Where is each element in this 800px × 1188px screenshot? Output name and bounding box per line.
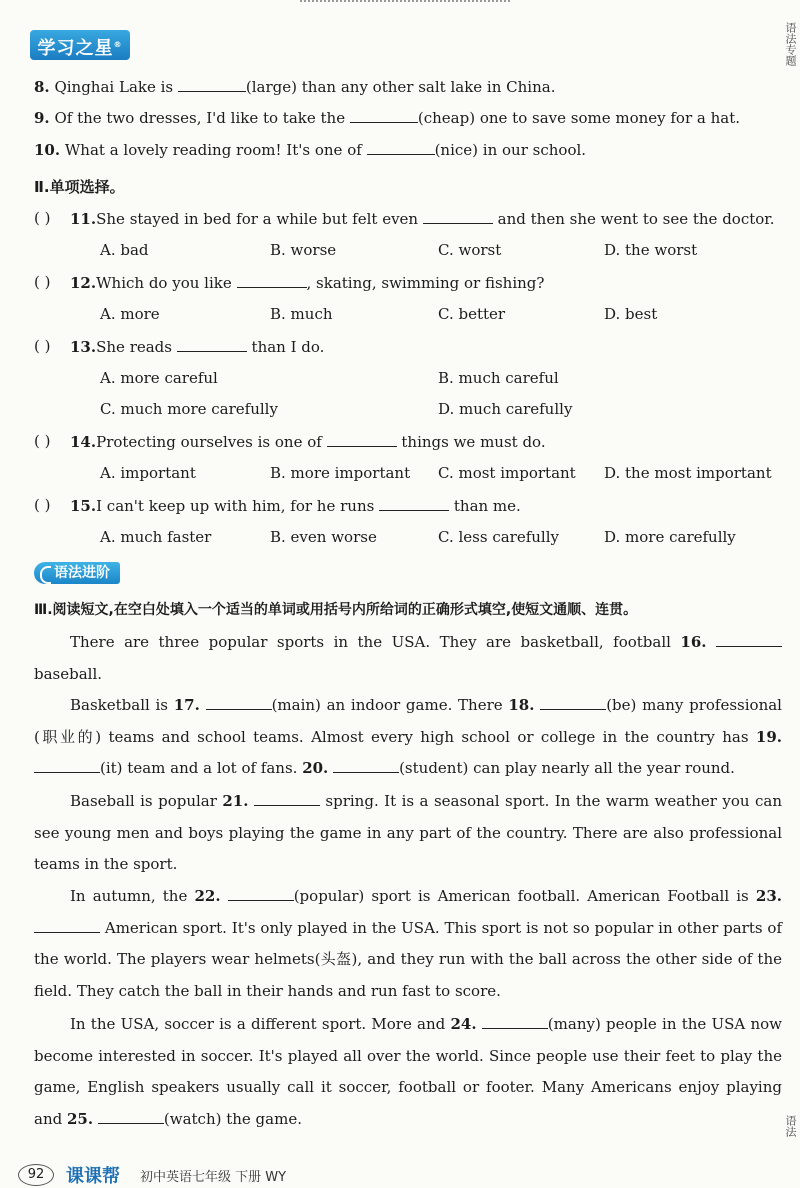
brand-logo: 学习之星® <box>30 30 130 60</box>
option-a[interactable]: A. much faster <box>100 528 212 546</box>
question-12: 12.Which do you like , skating, swimming or fishing? <box>70 274 545 292</box>
passage-paragraph-5: In the USA, soccer is a different sport. More and 24. (many) people in the USA now become interested in soccer. It's played all over the world. Since people use their feet to play the game, English speakers usually call it soccer, football or footer. Many Americans enjoy playing and 25. (watch) the game. <box>34 1015 782 1128</box>
answer-paren[interactable]: ( ) <box>34 273 51 291</box>
option-a[interactable]: A. more <box>100 305 160 323</box>
option-b[interactable]: B. much careful <box>438 369 559 387</box>
passage-paragraph-2: Basketball is 17. (main) an indoor game. There 18. (be) many professional (职业的) teams and school teams. Almost every high school or college in the country has 19. (it) team and a lot of fans. 20. (student) can play nearly all the year round. <box>34 696 782 778</box>
option-c[interactable]: C. most important <box>438 464 576 482</box>
question-11: 11.She stayed in bed for a while but felt even and then she went to see the doctor. <box>70 210 775 228</box>
answer-blank[interactable] <box>350 108 418 123</box>
sidebar-tab-bottom: 语法 <box>784 1115 797 1137</box>
page-footer <box>0 1162 800 1186</box>
option-d[interactable]: D. the worst <box>604 241 698 259</box>
section-2-title: Ⅱ.单项选择。 <box>34 178 125 196</box>
answer-blank[interactable] <box>367 140 435 155</box>
question-9: 9. Of the two dresses, I'd like to take the (cheap) one to save some money for a hat. <box>34 109 741 127</box>
option-b[interactable]: B. worse <box>270 241 337 259</box>
answer-paren[interactable]: ( ) <box>34 432 51 450</box>
question-15: 15.I can't keep up with him, for he runs than me. <box>70 497 521 515</box>
footer-subtitle: 初中英语七年级 下册 WY <box>140 1170 287 1185</box>
page-number: 92 <box>18 1164 54 1186</box>
passage-paragraph-3: Baseball is popular 21. spring. It is a seasonal sport. In the warm weather you can see young men and boys playing the game in any part of the country. There are also professional teams in the sport. <box>34 792 782 874</box>
top-divider <box>300 0 510 8</box>
option-c[interactable]: C. much more carefully <box>100 400 278 418</box>
answer-paren[interactable]: ( ) <box>34 209 51 227</box>
answer-blank[interactable] <box>178 77 246 92</box>
question-14: 14.Protecting ourselves is one of things we must do. <box>70 433 546 451</box>
section-3-title: Ⅲ.阅读短文,在空白处填入一个适当的单词或用括号内所给词的正确形式填空,使短文通顺、连贯。 <box>34 602 638 618</box>
sidebar-tab-top: 语法专题 <box>784 22 797 66</box>
grammar-advance-badge: 语法进阶 <box>34 562 120 584</box>
passage-paragraph-4: In autumn, the 22. (popular) sport is American football. American Football is 23. American sport. It's only played in the USA. This sport is not so popular in other parts of the world. The players wear helmets(头盔), and they run with the ball across the other side of the field. They catch the ball in their hands and run fast to score. <box>34 887 782 1000</box>
option-b[interactable]: B. even worse <box>270 528 377 546</box>
option-c[interactable]: C. better <box>438 305 506 323</box>
option-b[interactable]: B. much <box>270 305 333 323</box>
option-a[interactable]: A. more careful <box>100 369 218 387</box>
question-13: 13.She reads than I do. <box>70 338 325 356</box>
option-c[interactable]: C. less carefully <box>438 528 559 546</box>
answer-paren[interactable]: ( ) <box>34 337 51 355</box>
answer-paren[interactable]: ( ) <box>34 496 51 514</box>
question-10: 10. What a lovely reading room! It's one of (nice) in our school. <box>34 141 587 159</box>
option-d[interactable]: D. the most important <box>604 464 772 482</box>
passage-paragraph-1: There are three popular sports in the USA. They are basketball, football 16. baseball. <box>34 627 782 690</box>
option-b[interactable]: B. more important <box>270 464 411 482</box>
option-d[interactable]: D. more carefully <box>604 528 736 546</box>
option-d[interactable]: D. much carefully <box>438 400 573 418</box>
option-c[interactable]: C. worst <box>438 241 502 259</box>
option-a[interactable]: A. bad <box>100 241 149 259</box>
question-8: 8. Qinghai Lake is (large) than any other salt lake in China. <box>34 78 556 96</box>
footer-logo: 课课帮 <box>66 1166 120 1187</box>
option-a[interactable]: A. important <box>100 464 196 482</box>
option-d[interactable]: D. best <box>604 305 658 323</box>
